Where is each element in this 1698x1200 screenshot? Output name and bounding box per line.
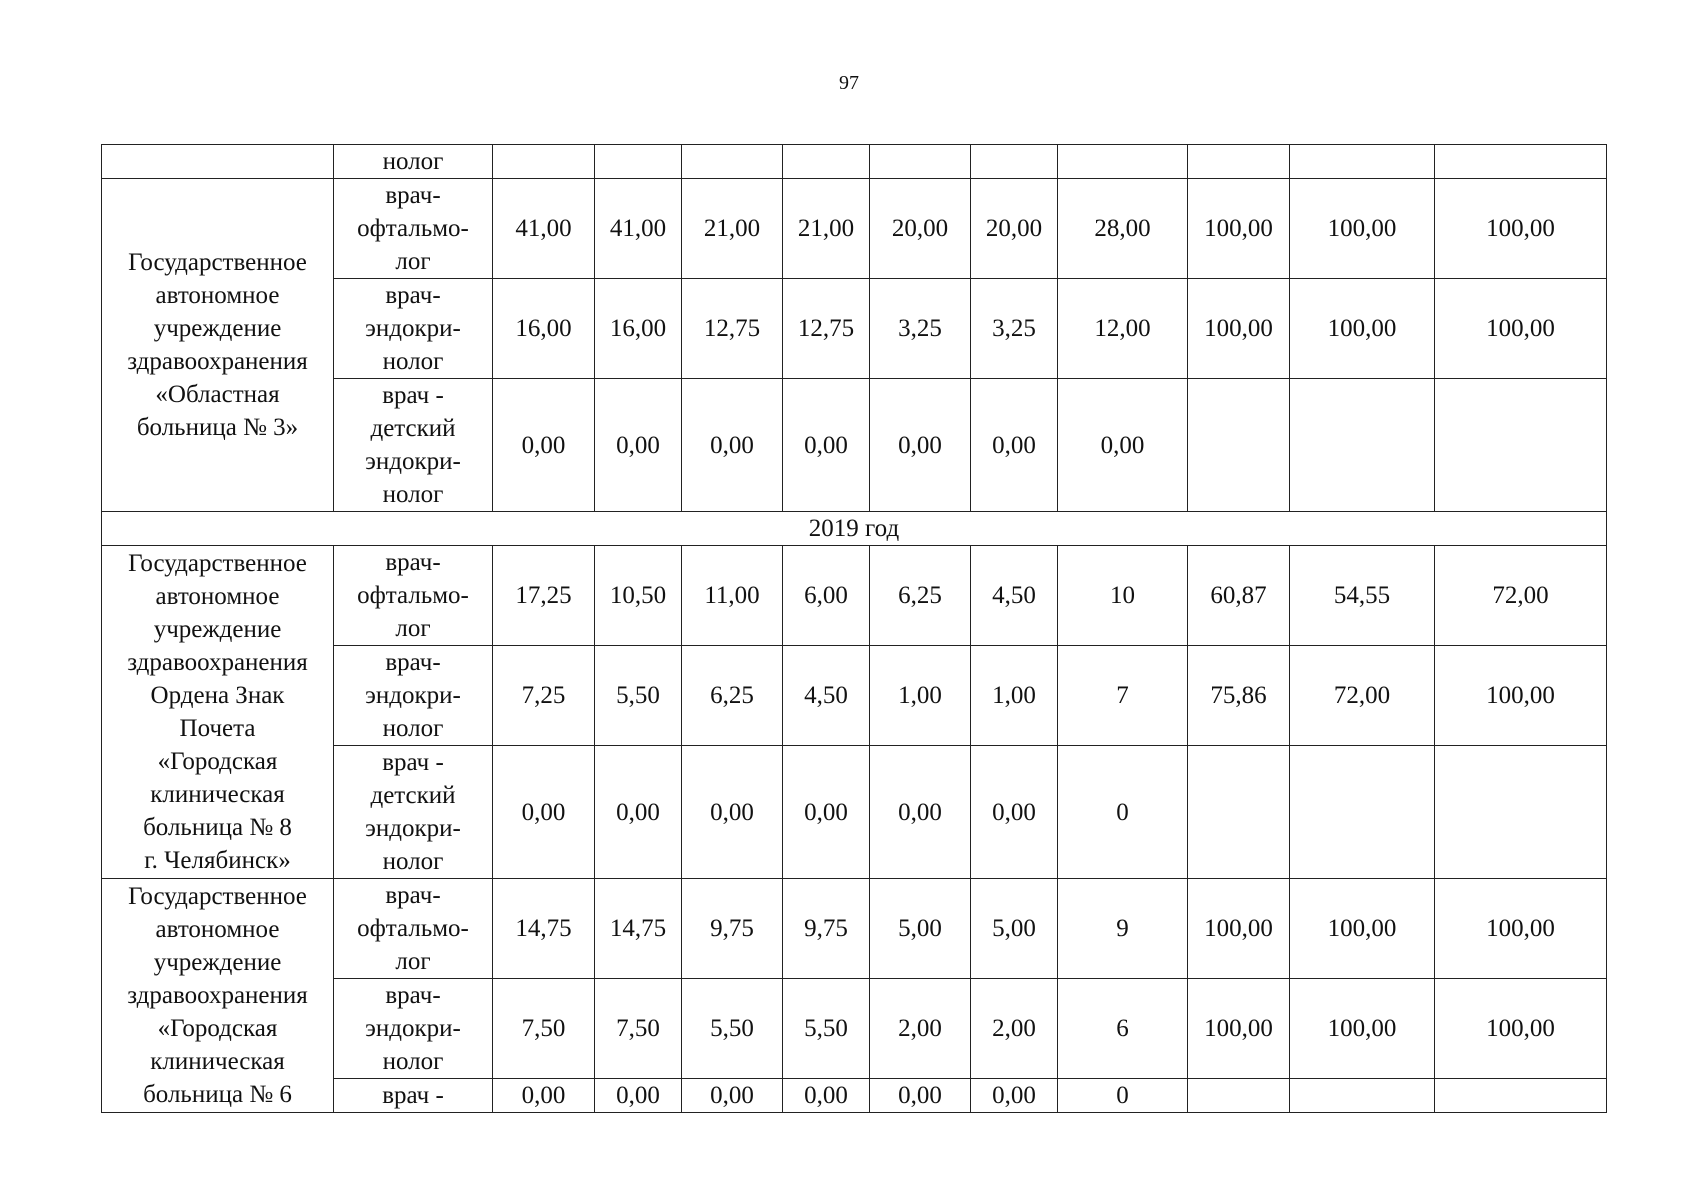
value-cell: 0,00 (493, 379, 595, 512)
value-cell: 0,00 (870, 1079, 971, 1113)
text-line: клиническая (150, 1048, 285, 1075)
value-cell: 6 (1058, 979, 1188, 1079)
value-cell: 100,00 (1188, 279, 1290, 379)
value-cell (682, 145, 783, 179)
text-line: учреждение (153, 616, 282, 643)
value-cell: 12,75 (783, 279, 870, 379)
value-cell (1435, 379, 1607, 512)
value-cell (1290, 379, 1435, 512)
table-row (102, 179, 1607, 279)
value-cell: 0,00 (682, 746, 783, 879)
text-line: Государственное (128, 249, 307, 276)
text-line: офтальмо- (357, 915, 469, 942)
value-cell: 10 (1058, 546, 1188, 646)
value-cell: 0,00 (595, 1079, 682, 1113)
value-cell: 72,00 (1435, 546, 1607, 646)
value-cell: 0 (1058, 746, 1188, 879)
value-cell: 0,00 (1058, 379, 1188, 512)
text-line: больница № 6 (143, 1081, 292, 1108)
text-line: врач- (385, 882, 441, 909)
page-number: 97 (839, 72, 859, 94)
value-cell: 17,25 (493, 546, 595, 646)
value-cell: 0,00 (783, 746, 870, 879)
text-line: клиническая (150, 781, 285, 808)
text-line: нолог (382, 348, 444, 375)
value-cell: 100,00 (1188, 879, 1290, 979)
value-cell (1435, 1079, 1607, 1113)
value-cell: 100,00 (1435, 979, 1607, 1079)
text-line: врач- (385, 549, 441, 576)
value-cell: 100,00 (1290, 979, 1435, 1079)
table-row (102, 546, 1607, 646)
value-cell: 20,00 (870, 179, 971, 279)
text-line: офтальмо- (357, 582, 469, 609)
value-cell: 54,55 (1290, 546, 1435, 646)
text-line: детский (370, 415, 456, 442)
value-cell: 100,00 (1435, 879, 1607, 979)
value-cell: 20,00 (971, 179, 1058, 279)
text-line: автономное (155, 282, 280, 309)
text-line: врач- (385, 182, 441, 209)
value-cell: 0,00 (971, 1079, 1058, 1113)
value-cell (1188, 746, 1290, 879)
text-line: эндокри- (365, 815, 461, 842)
text-line: Государственное (128, 550, 307, 577)
value-cell: 100,00 (1290, 279, 1435, 379)
specialty-cell (334, 546, 493, 646)
text-line: эндокри- (365, 448, 461, 475)
value-cell: 5,00 (971, 879, 1058, 979)
value-cell (870, 145, 971, 179)
value-cell: 7,50 (595, 979, 682, 1079)
value-cell: 28,00 (1058, 179, 1188, 279)
value-cell: 7,50 (493, 979, 595, 1079)
value-cell: 5,50 (682, 979, 783, 1079)
value-cell: 100,00 (1290, 179, 1435, 279)
value-cell (1058, 145, 1188, 179)
value-cell: 14,75 (595, 879, 682, 979)
value-cell: 0,00 (783, 1079, 870, 1113)
value-cell: 16,00 (493, 279, 595, 379)
text-line: лог (395, 615, 431, 642)
value-cell: 12,75 (682, 279, 783, 379)
text-line: нолог (382, 715, 444, 742)
value-cell: 6,25 (682, 646, 783, 746)
value-cell: 7,25 (493, 646, 595, 746)
value-cell: 3,25 (870, 279, 971, 379)
org-cell (102, 145, 334, 179)
text-line: Ордена Знак (150, 682, 285, 709)
table-row (102, 879, 1607, 979)
value-cell: 1,00 (870, 646, 971, 746)
text-line: учреждение (153, 949, 282, 976)
value-cell: 0 (1058, 1079, 1188, 1113)
value-cell (595, 145, 682, 179)
value-cell (1290, 1079, 1435, 1113)
text-line: офтальмо- (357, 215, 469, 242)
value-cell (783, 145, 870, 179)
value-cell: 5,50 (595, 646, 682, 746)
specialty-cell (334, 979, 493, 1079)
text-line: нолог (382, 481, 444, 508)
text-line: врач- (385, 982, 441, 1009)
value-cell: 100,00 (1290, 879, 1435, 979)
table-row (102, 145, 1607, 179)
text-line: «Городская (157, 1015, 278, 1042)
value-cell: 75,86 (1188, 646, 1290, 746)
value-cell: 41,00 (493, 179, 595, 279)
text-line: здравоохранения (127, 982, 308, 1009)
value-cell: 0,00 (682, 379, 783, 512)
value-cell: 0,00 (971, 379, 1058, 512)
value-cell: 60,87 (1188, 546, 1290, 646)
specialty-cell (334, 746, 493, 879)
value-cell: 4,50 (783, 646, 870, 746)
value-cell (1435, 145, 1607, 179)
text-line: больница № 3» (136, 414, 299, 441)
value-cell (1290, 145, 1435, 179)
text-line: «Областная (155, 381, 280, 408)
text-line: г. Челябинск» (144, 847, 291, 874)
value-cell: 100,00 (1435, 646, 1607, 746)
text-line: нолог (382, 1048, 444, 1075)
value-cell: 11,00 (682, 546, 783, 646)
value-cell: 0,00 (783, 379, 870, 512)
text-line: врач- (385, 649, 441, 676)
value-cell: 10,50 (595, 546, 682, 646)
value-cell (1188, 1079, 1290, 1113)
value-cell: 0,00 (595, 746, 682, 879)
year-label: 2019 год (102, 512, 1607, 546)
value-cell: 41,00 (595, 179, 682, 279)
specialty-cell (334, 1079, 493, 1113)
specialty-cell (334, 279, 493, 379)
text-line: эндокри- (365, 315, 461, 342)
text-line: здравоохранения (127, 649, 308, 676)
specialty-cell (334, 646, 493, 746)
specialty-cell (334, 879, 493, 979)
value-cell: 0,00 (682, 1079, 783, 1113)
specialty-cell (334, 179, 493, 279)
organization-cell (102, 546, 334, 879)
value-cell: 9,75 (783, 879, 870, 979)
data-table (101, 144, 1607, 1113)
value-cell (1188, 145, 1290, 179)
value-cell: 0,00 (870, 379, 971, 512)
text-line: здравоохранения (127, 348, 308, 375)
value-cell: 0,00 (595, 379, 682, 512)
text-line: Государственное (128, 883, 307, 910)
text-line: детский (370, 782, 456, 809)
value-cell: 6,25 (870, 546, 971, 646)
text-line: Почета (179, 715, 256, 742)
organization-cell (102, 179, 334, 512)
value-cell: 21,00 (783, 179, 870, 279)
text-line: эндокри- (365, 682, 461, 709)
value-cell: 16,00 (595, 279, 682, 379)
text-line: врач- (385, 282, 441, 309)
value-cell: 9 (1058, 879, 1188, 979)
text-line: «Городская (157, 748, 278, 775)
value-cell: 5,00 (870, 879, 971, 979)
value-cell: 12,00 (1058, 279, 1188, 379)
value-cell (1290, 746, 1435, 879)
value-cell (1188, 379, 1290, 512)
value-cell: 1,00 (971, 646, 1058, 746)
specialty-cell: нолог (334, 145, 493, 179)
value-cell (493, 145, 595, 179)
value-cell: 21,00 (682, 179, 783, 279)
value-cell: 0,00 (971, 746, 1058, 879)
value-cell: 72,00 (1290, 646, 1435, 746)
table-body (102, 145, 1607, 1113)
value-cell: 9,75 (682, 879, 783, 979)
text-line: эндокри- (365, 1015, 461, 1042)
value-cell: 0,00 (870, 746, 971, 879)
value-cell: 7 (1058, 646, 1188, 746)
year-row (102, 512, 1607, 546)
value-cell: 0,00 (493, 746, 595, 879)
text-line: лог (395, 948, 431, 975)
text-line: врач - (382, 1082, 444, 1109)
text-line: врач - (382, 749, 444, 776)
value-cell: 14,75 (493, 879, 595, 979)
value-cell: 5,50 (783, 979, 870, 1079)
value-cell: 100,00 (1435, 179, 1607, 279)
value-cell: 100,00 (1188, 979, 1290, 1079)
value-cell (1435, 746, 1607, 879)
text-line: автономное (155, 583, 280, 610)
value-cell: 6,00 (783, 546, 870, 646)
text-line: нолог (382, 848, 444, 875)
text-line: учреждение (153, 315, 282, 342)
specialty-cell (334, 379, 493, 512)
value-cell: 3,25 (971, 279, 1058, 379)
text-line: больница № 8 (143, 814, 292, 841)
text-line: лог (395, 248, 431, 275)
value-cell (971, 145, 1058, 179)
value-cell: 100,00 (1435, 279, 1607, 379)
organization-cell (102, 879, 334, 1113)
text-line: врач - (382, 382, 444, 409)
value-cell: 2,00 (971, 979, 1058, 1079)
text-line: автономное (155, 916, 280, 943)
value-cell: 100,00 (1188, 179, 1290, 279)
value-cell: 4,50 (971, 546, 1058, 646)
value-cell: 2,00 (870, 979, 971, 1079)
value-cell: 0,00 (493, 1079, 595, 1113)
